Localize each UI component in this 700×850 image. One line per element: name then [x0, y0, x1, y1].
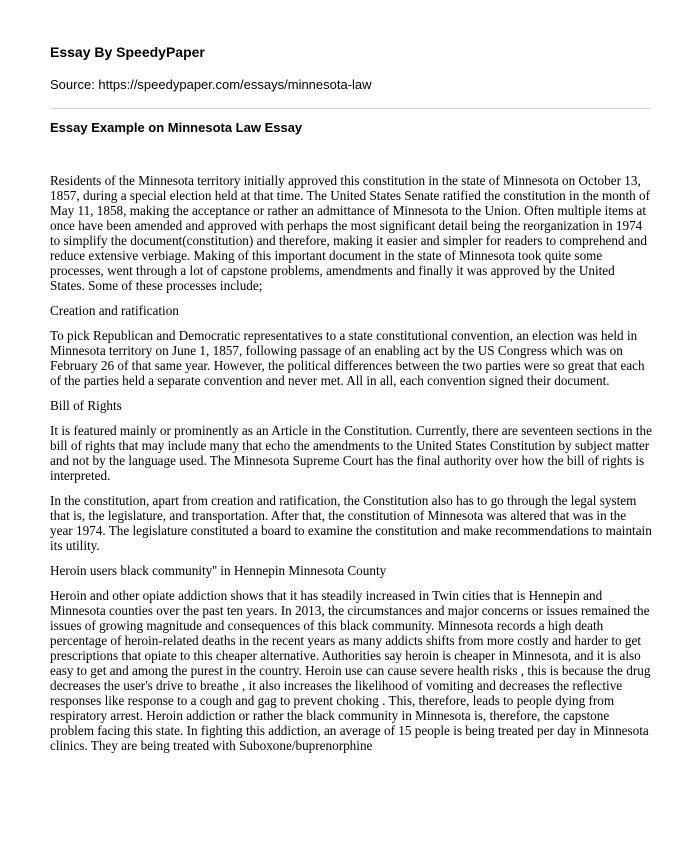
essay-body	[50, 173, 652, 763]
paragraph-intro: Residents of the Minnesota territory initially approved this constitution in the state of Minnesota on October 13, 1857, during a special election held at that time. The United States Senate ratified the constitution in the month of May 11, 1858, making the acceptance or rather an admittance of Minnesota to the Union. Often multiple items at once have been amended and approved with perhaps the most significant detail being the reorganization in 1974 to simplify the document(constitution) and therefore, making it easier and simpler for readers to comprehend and reduce extensive verbiage. Making of this important document in the state of Minnesota took quite some processes, went through a lot of capstone problems, amendments and finally it was approved by the United States. Some of these processes include;	[50, 173, 651, 293]
essay-title: Essay Example on Minnesota Law Essay	[50, 120, 303, 135]
source-line: Source: https://speedypaper.com/essays/minnesota-law	[50, 77, 372, 92]
section-heading-heroin: Heroin users black community'' in Hennepin Minnesota County	[50, 563, 387, 578]
document-header	[50, 43, 650, 93]
paragraph-legal-system: In the constitution, apart from creation and ratification, the Constitution also has to go through the legal system that is, the legislature, and transportation. After that, the constitution of Minnesota was altered that was in the year 1974. The legislature constituted a board to examine the constitution and make recommendations to maintain its utility.	[50, 493, 652, 553]
site-title: Essay By SpeedyPaper	[50, 44, 205, 60]
paragraph-creation: To pick Republican and Democratic representatives to a state constitutional convention, an election was held in Minnesota territory on June 1, 1857, following passage of an enabling act by the US Congress which was on February 26 of that same year. However, the political differences between the two parties were so great that each of the parties held a separate convention and never met. All in all, each convention signed their document.	[50, 328, 645, 388]
paragraph-bill-of-rights: It is featured mainly or prominently as an Article in the Constitution. Currently, there are seventeen sections in the bill of rights that may include many that echo the amendments to the United States Constitution by subject matter and not by the language used. The Minnesota Supreme Court has the final authority over how the bill of rights is interpreted.	[50, 423, 652, 483]
section-heading-creation: Creation and ratification	[50, 303, 179, 318]
paragraph-heroin: Heroin and other opiate addiction shows that it has steadily increased in Twin cities that is Hennepin and Minnesota counties over the past ten years. In 2013, the circumstances and major concerns or issues remained the issues of growing magnitude and consequences of this black community. Minnesota records a high death percentage of heroin-related deaths in the recent years as many addicts shifts from more costly and harder to get prescriptions that opiate to this cheaper alternative. Authorities say heroin is cheaper in Minnesota, and it is also easy to get and among the purest in the country. Heroin use can cause severe health risks , this is because the drug decreases the user's drive to breathe , it also increases the likelihood of vomiting and decreases the reflective responses like response to a cough and gag to prevent choking . This, therefore, leads to people dying from respiratory arrest. Heroin addiction or rather the black community in Minnesota is, therefore, the capstone problem facing this state. In fighting this addiction, an average of 15 people is being treated per day in Minnesota clinics. They are being treated with Suboxone/buprenorphine	[50, 588, 651, 753]
section-heading-bill-of-rights: Bill of Rights	[50, 398, 122, 413]
header-divider	[50, 108, 651, 109]
